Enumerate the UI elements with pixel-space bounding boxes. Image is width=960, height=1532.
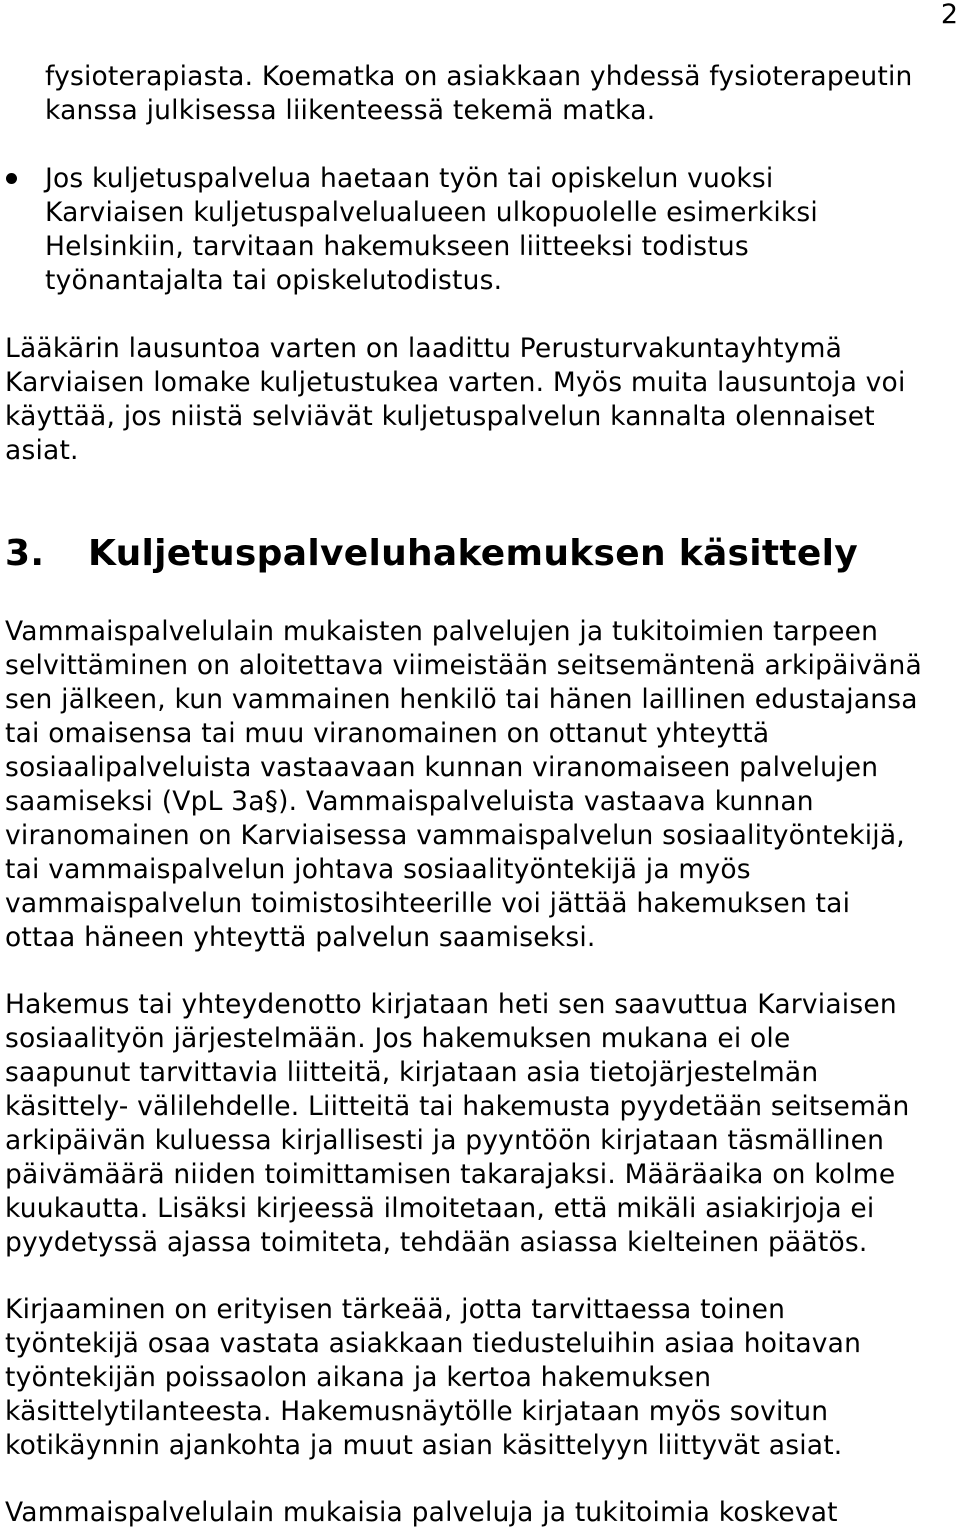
text-line: Karviaisen lomake kuljetustukea varten. Myös muita lausuntoja voi xyxy=(5,367,906,398)
text-line: vammaispalvelun toimistosihteerille voi jättää hakemuksen tai xyxy=(5,888,851,919)
text-line: sosiaalityön järjestelmään. Jos hakemuksen mukana ei ole xyxy=(5,1023,791,1054)
text-line: Vammaispalvelulain mukaisten palvelujen ja tukitoimien tarpeen xyxy=(5,616,879,647)
text-line: Vammaispalvelulain mukaisia palveluja ja tukitoimia koskevat xyxy=(5,1497,838,1528)
text-line: työntekijä osaa vastata asiakkaan tiedusteluihin asiaa hoitavan xyxy=(5,1328,862,1359)
text-line: fysioterapiasta. Koematka on asiakkaan yhdessä fysioterapeutin xyxy=(45,61,913,92)
text-line: Kirjaaminen on erityisen tärkeää, jotta tarvittaessa toinen xyxy=(5,1294,786,1325)
text-line: viranomainen on Karviaisessa vammaispalvelun sosiaalityöntekijä, xyxy=(5,820,905,851)
text-line: saamiseksi (VpL 3a§). Vammaispalveluista vastaava kunnan xyxy=(5,786,814,817)
text-line: kotikäynnin ajankohta ja muut asian käsittelyyn liittyvät asiat. xyxy=(5,1430,843,1461)
text-line: Jos kuljetuspalvelua haetaan työn tai opiskelun vuoksi xyxy=(45,163,774,194)
text-line: sen jälkeen, kun vammainen henkilö tai hänen laillinen edustajansa xyxy=(5,684,918,715)
text-line: saapunut tarvittavia liitteitä, kirjataan asia tietojärjestelmän xyxy=(5,1057,819,1088)
text-line: päivämäärä niiden toimittamisen takarajaksi. Määräaika on kolme xyxy=(5,1159,896,1190)
text-line: asiat. xyxy=(5,435,79,466)
text-line: käyttää, jos niistä selviävät kuljetuspalvelun kannalta olennaiset xyxy=(5,401,875,432)
text-line: työntekijän poissaolon aikana ja kertoa hakemuksen xyxy=(5,1362,712,1393)
text-line: Lääkärin lausuntoa varten on laadittu Perusturvakuntayhtymä xyxy=(5,333,843,364)
text-line: käsittelytilanteesta. Hakemusnäytölle kirjataan myös sovitun xyxy=(5,1396,829,1427)
text-line: kanssa julkisessa liikenteessä tekemä matka. xyxy=(45,95,656,126)
text-line: arkipäivän kuluessa kirjallisesti ja pyyntöön kirjataan täsmällinen xyxy=(5,1125,885,1156)
section-heading xyxy=(5,532,858,576)
text-line: Karviaisen kuljetuspalvelualueen ulkopuolelle esimerkiksi xyxy=(45,197,818,228)
text-line: käsittely- välilehdelle. Liitteitä tai hakemusta pyydetään seitsemän xyxy=(5,1091,910,1122)
text-line: ottaa häneen yhteyttä palvelun saamiseksi. xyxy=(5,922,596,953)
text-line: selvittäminen on aloitettava viimeistään seitsemäntenä arkipäivänä xyxy=(5,650,922,681)
text-line: sosiaalipalveluista vastaavaan kunnan viranomaiseen palvelujen xyxy=(5,752,879,783)
bullet-icon xyxy=(6,173,17,184)
section-title: Kuljetuspalveluhakemuksen käsittely xyxy=(88,533,859,574)
text-line: Hakemus tai yhteydenotto kirjataan heti sen saavuttua Karviaisen xyxy=(5,989,897,1020)
text-line: kuukautta. Lisäksi kirjeessä ilmoitetaan, että mikäli asiakirjoja ei xyxy=(5,1193,875,1224)
text-line: tai omaisensa tai muu viranomainen on ottanut yhteyttä xyxy=(5,718,770,749)
text-line: tai vammaispalvelun johtava sosiaalityöntekijä ja myös xyxy=(5,854,751,885)
text-line: pyydetyssä ajassa toimiteta, tehdään asiassa kielteinen päätös. xyxy=(5,1227,868,1258)
text-line: Helsinkiin, tarvitaan hakemukseen liitteeksi todistus xyxy=(45,231,749,262)
section-number: 3. xyxy=(5,533,45,574)
page-number: 2 xyxy=(940,0,958,30)
text-line: työnantajalta tai opiskelutodistus. xyxy=(45,265,503,296)
